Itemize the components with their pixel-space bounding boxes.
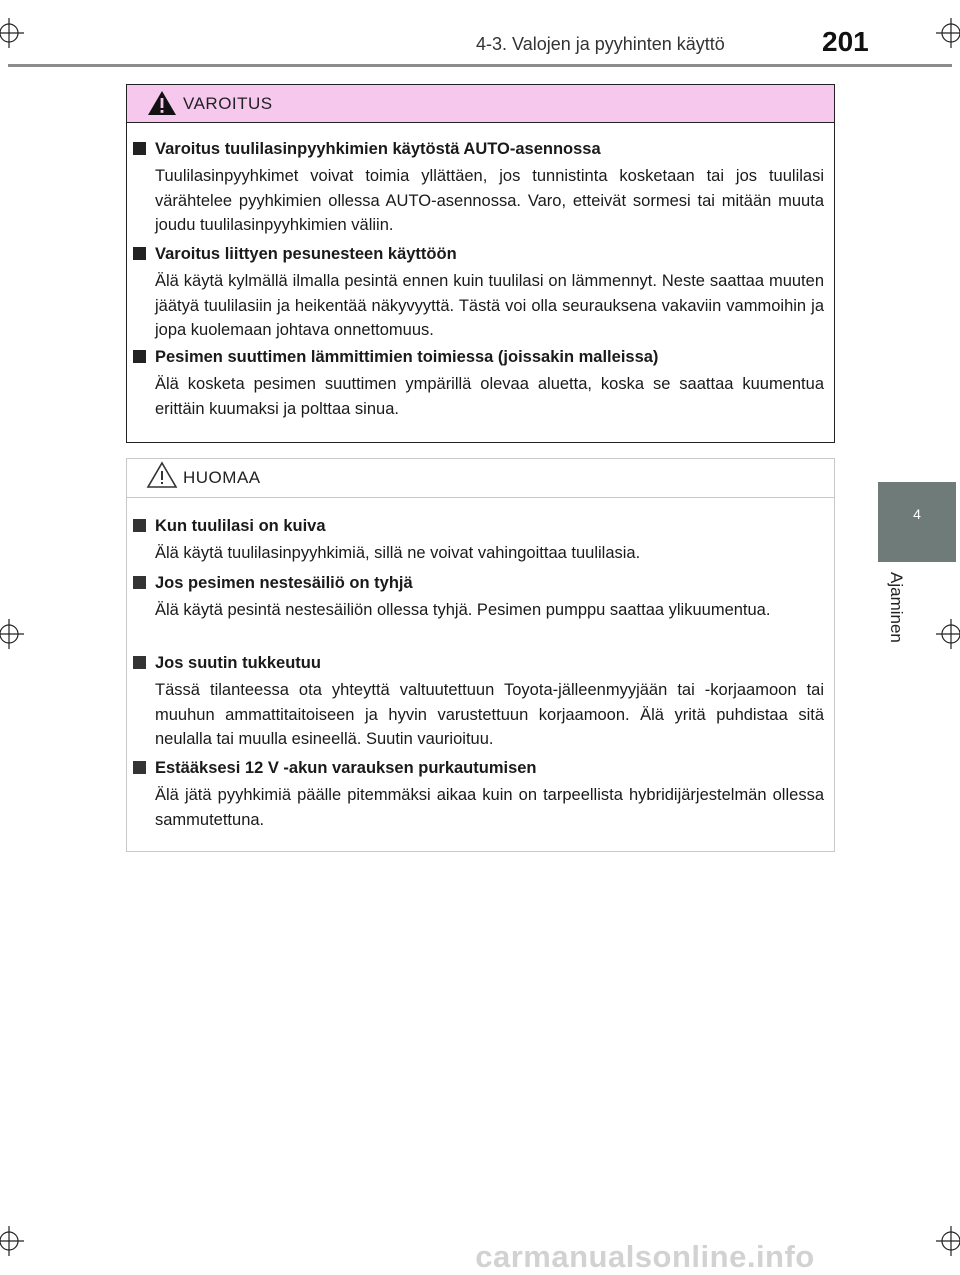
registration-mark-icon	[0, 18, 24, 48]
warning-triangle-filled-icon	[145, 88, 179, 118]
square-bullet-icon	[133, 656, 146, 669]
section-heading	[133, 571, 824, 595]
warning-section	[133, 345, 824, 421]
warning-header	[127, 85, 834, 123]
section-body: Älä käytä kylmällä ilmalla pesintä ennen kuin tuulilasi on lämmennyt. Neste saattaa muuten jäätyä tuulilasiin ja heikentää näkyvyyttä. Tästä voi olla seurauksena vakaviin vammoihin ja jopa kuolemaan johtava onnettomuus.	[155, 272, 824, 339]
notice-section	[133, 514, 824, 566]
registration-mark-icon	[0, 619, 24, 649]
section-heading	[133, 242, 824, 266]
section-heading-text: Varoitus tuulilasinpyyhkimien käytöstä AUTO-asennossa	[155, 140, 601, 158]
section-heading	[133, 651, 824, 675]
section-heading	[133, 345, 824, 369]
chapter-label: Ajaminen	[887, 572, 906, 643]
square-bullet-icon	[133, 247, 146, 260]
header-divider	[8, 64, 952, 67]
section-heading-text: Estääksesi 12 V -akun varauksen purkautumisen	[155, 759, 537, 777]
section-heading-text: Kun tuulilasi on kuiva	[155, 517, 326, 535]
section-body: Älä käytä pesintä nestesäiliön ollessa tyhjä. Pesimen pumppu saattaa ylikuumentua.	[155, 601, 771, 619]
warning-title: VAROITUS	[183, 94, 273, 113]
square-bullet-icon	[133, 576, 146, 589]
page-number: 201	[822, 26, 869, 57]
square-bullet-icon	[133, 761, 146, 774]
section-body: Älä käytä tuulilasinpyyhkimiä, sillä ne voivat vahingoittaa tuulilasia.	[155, 544, 641, 562]
section-heading-text: Jos suutin tukkeutuu	[155, 654, 321, 672]
watermark	[0, 1239, 960, 1275]
section-heading-text: Varoitus liittyen pesunesteen käyttöön	[155, 245, 457, 263]
section-body: Tässä tilanteessa ota yhteyttä valtuutettuun Toyota-jälleenmyyjään tai -korjaamoon tai muuhun ammattitaitoiseen ja hyvin varustettuun korjaamoon. Älä yritä puhdistaa sitä neulalla tai muulla esineellä. Suutin vaurioituu.	[155, 681, 824, 748]
notice-section	[133, 756, 824, 832]
registration-mark-icon	[936, 619, 960, 649]
section-body: Tuulilasinpyyhkimet voivat toimia yllättäen, jos tunnistinta kosketaan tai jos tuulilasi värähtelee pyyhkimien ollessa AUTO-asennossa. Varo, etteivät sormesi tai mitään muuta joudu tuulilasinpyyhkimien väliin.	[155, 167, 824, 234]
section-body: Älä kosketa pesimen suuttimen ympärillä olevaa aluetta, koska se saattaa kuumentua erittäin kuumaksi ja polttaa sinua.	[155, 375, 824, 418]
registration-mark-icon	[936, 18, 960, 48]
section-heading	[133, 514, 824, 538]
section-heading-text: Pesimen suuttimen lämmittimien toimiessa (joissakin malleissa)	[155, 348, 659, 366]
notice-section	[133, 571, 824, 623]
square-bullet-icon	[133, 350, 146, 363]
section-title: 4-3. Valojen ja pyyhinten käyttö	[476, 34, 725, 54]
square-bullet-icon	[133, 142, 146, 155]
warning-section	[133, 242, 824, 343]
watermark-text: carmanualsonline.info	[475, 1239, 815, 1274]
warning-triangle-outline-icon	[145, 460, 179, 490]
warning-section	[133, 137, 824, 238]
notice-box	[126, 458, 835, 852]
section-body: Älä jätä pyyhkimiä päälle pitemmäksi aikaa kuin on tarpeellista hybridijärjestelmän ollessa sammutettuna.	[155, 786, 824, 829]
square-bullet-icon	[133, 519, 146, 532]
warning-box	[126, 84, 835, 443]
section-heading	[133, 756, 824, 780]
section-heading-text: Jos pesimen nestesäiliö on tyhjä	[155, 574, 413, 592]
notice-header	[127, 459, 834, 498]
notice-title: HUOMAA	[183, 468, 261, 487]
chapter-number: 4	[913, 506, 921, 522]
chapter-tab	[878, 482, 956, 562]
notice-section	[133, 651, 824, 752]
section-heading	[133, 137, 824, 161]
